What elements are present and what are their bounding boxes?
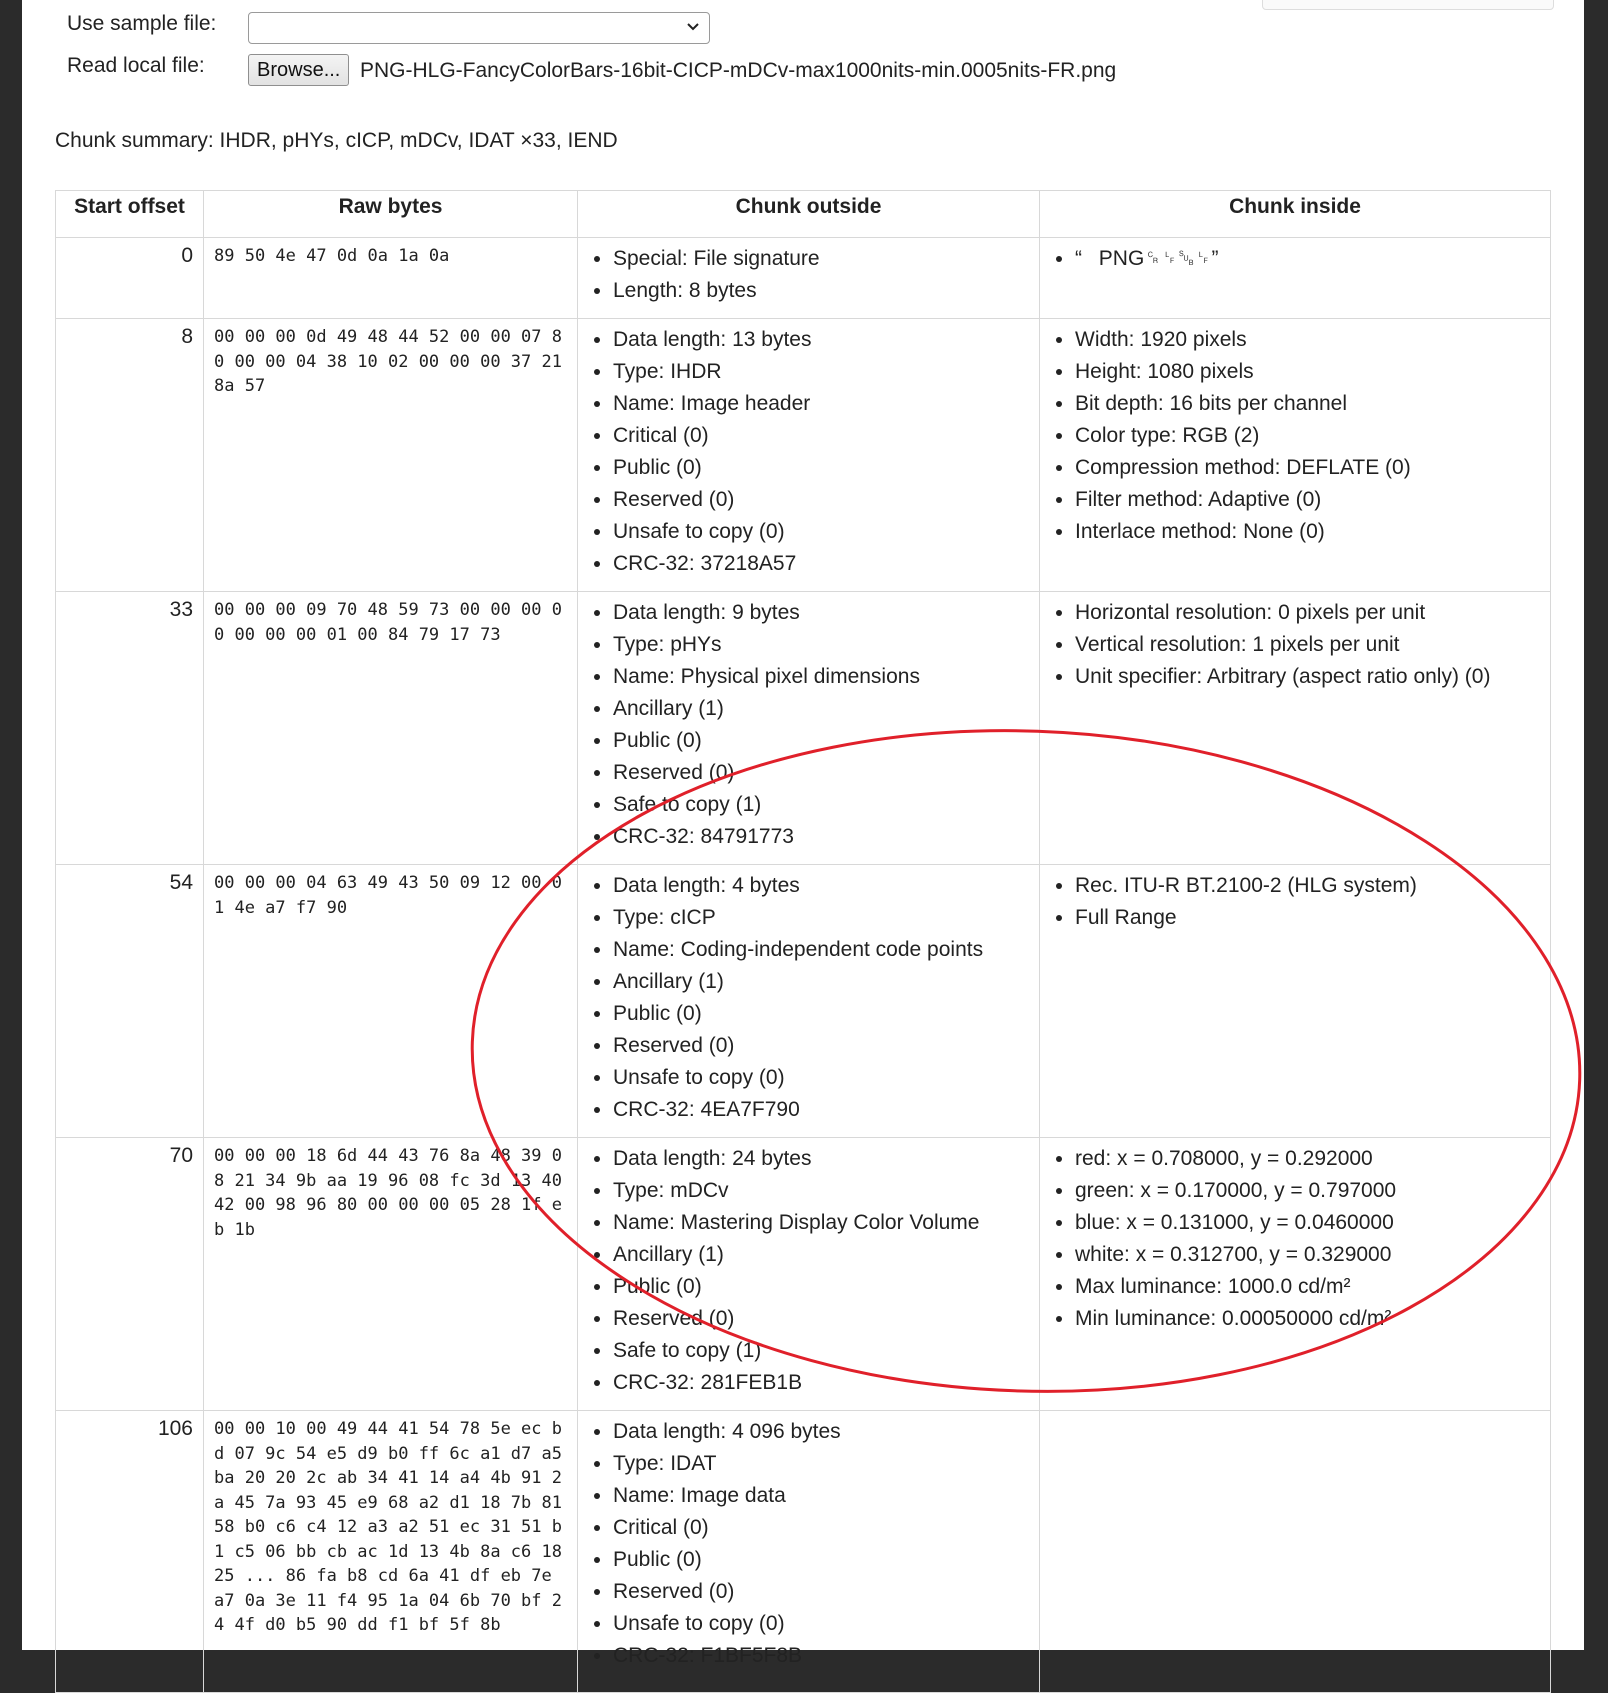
list-item: • Ancillary (1) (613, 693, 1038, 725)
chunk-outside-list (579, 320, 1038, 590)
list-item: • white: x = 0.312700, y = 0.329000 (1075, 1239, 1549, 1271)
chunk-outside-cell (578, 1411, 1040, 1693)
list-item: • Name: Coding-independent code points (613, 934, 1038, 966)
chunk-outside-cell (578, 865, 1040, 1138)
list-item: • Height: 1080 pixels (1075, 356, 1549, 388)
list-item: • CRC-32: 4EA7F790 (613, 1094, 1038, 1126)
start-offset-cell: 54 (56, 865, 204, 1138)
list-item: • Full Range (1075, 902, 1549, 934)
list-item: • “PNG␍␊␚␊” (1075, 243, 1549, 275)
list-item: • Type: mDCv (613, 1175, 1038, 1207)
chunk-outside-list (579, 866, 1038, 1136)
list-item: • Ancillary (1) (613, 1239, 1038, 1271)
chevron-down-icon (685, 18, 701, 34)
sample-file-label: Use sample file: (67, 12, 217, 35)
table-row (56, 1411, 1551, 1693)
list-item: • Reserved (0) (613, 1030, 1038, 1062)
list-item: • Reserved (0) (613, 757, 1038, 789)
list-item: • Filter method: Adaptive (0) (1075, 484, 1549, 516)
list-item: • red: x = 0.708000, y = 0.292000 (1075, 1143, 1549, 1175)
list-item: • Data length: 24 bytes (613, 1143, 1038, 1175)
raw-bytes-cell: 00 00 00 04 63 49 43 50 09 12 00 01 4e a7 f7 90 (204, 865, 578, 1138)
list-item: • Data length: 4 096 bytes (613, 1416, 1038, 1448)
header-row (56, 191, 1551, 238)
list-item: • Public (0) (613, 452, 1038, 484)
list-item: • Unit specifier: Arbitrary (aspect ratio only) (0) (1075, 661, 1549, 693)
chunk-outside-cell (578, 238, 1040, 319)
list-item: • CRC-32: 37218A57 (613, 548, 1038, 580)
raw-bytes-cell: 00 00 00 0d 49 48 44 52 00 00 07 80 00 00 04 38 10 02 00 00 00 37 21 8a 57 (204, 319, 578, 592)
list-item: • Public (0) (613, 725, 1038, 757)
chunk-inside-cell (1040, 1411, 1551, 1693)
list-item: • blue: x = 0.131000, y = 0.0460000 (1075, 1207, 1549, 1239)
list-item: • Name: Image data (613, 1480, 1038, 1512)
header-chunk-outside: Chunk outside (578, 191, 1040, 238)
list-item: • Safe to copy (1) (613, 1335, 1038, 1367)
list-item: • Name: Physical pixel dimensions (613, 661, 1038, 693)
raw-bytes-cell: 00 00 00 18 6d 44 43 76 8a 48 39 08 21 34 9b aa 19 96 08 fc 3d 13 40 42 00 98 96 80 00 00 00 05 28 1f eb 1b (204, 1138, 578, 1411)
header-raw-bytes: Raw bytes (204, 191, 578, 238)
list-item: • Ancillary (1) (613, 966, 1038, 998)
start-offset-cell: 70 (56, 1138, 204, 1411)
list-item: • Type: IDAT (613, 1448, 1038, 1480)
chunk-outside-list (579, 1139, 1038, 1409)
chunk-inside-cell (1040, 1138, 1551, 1411)
start-offset-cell: 33 (56, 592, 204, 865)
list-item: • Interlace method: None (0) (1075, 516, 1549, 548)
list-item: • Type: cICP (613, 902, 1038, 934)
browse-button[interactable]: Browse... (248, 54, 349, 86)
raw-bytes-cell: 00 00 10 00 49 44 41 54 78 5e ec bd 07 9c 54 e5 d9 b0 ff 6c a1 d7 a5 ba 20 20 2c ab 34 41 14 a4 4b 91 2a 45 7a 93 45 e9 68 a2 d1 18 7b 81 58 b0 c6 c4 12 a3 a2 51 ec 31 51 b1 c5 06 bb cb ac 1d 13 4b 8a c6 18 25 ... 86 fa b8 cd 6a 41 df eb 7e a7 0a 3e 11 f4 95 1a 04 6b 70 bf 24 4f d0 b5 90 dd f1 bf 5f 8b (204, 1411, 578, 1693)
chunk-outside-list (579, 593, 1038, 863)
list-item: • Public (0) (613, 998, 1038, 1030)
list-item: • Public (0) (613, 1544, 1038, 1576)
list-item: • Critical (0) (613, 1512, 1038, 1544)
chunk-inside-cell (1040, 865, 1551, 1138)
list-item: • Data length: 4 bytes (613, 870, 1038, 902)
chunk-table (55, 190, 1551, 1693)
list-item: • CRC-32: F1BF5F8B (613, 1640, 1038, 1672)
list-item: • Color type: RGB (2) (1075, 420, 1549, 452)
list-item: • CRC-32: 84791773 (613, 821, 1038, 853)
chunk-inside-list (1041, 866, 1549, 944)
list-item: • Length: 8 bytes (613, 275, 1038, 307)
list-item: • Horizontal resolution: 0 pixels per unit (1075, 597, 1549, 629)
chunk-inside-cell (1040, 592, 1551, 865)
header-start-offset: Start offset (56, 191, 204, 238)
table-row (56, 865, 1551, 1138)
list-item: • Min luminance: 0.00050000 cd/m² (1075, 1303, 1549, 1335)
table-row (56, 1138, 1551, 1411)
raw-bytes-cell: 00 00 00 09 70 48 59 73 00 00 00 00 00 00 00 01 00 84 79 17 73 (204, 592, 578, 865)
header-chunk-inside: Chunk inside (1040, 191, 1551, 238)
list-item: • Data length: 13 bytes (613, 324, 1038, 356)
selected-file-name: PNG-HLG-FancyColorBars-16bit-CICP-mDCv-max1000nits-min.0005nits-FR.png (360, 59, 1117, 82)
sample-file-select[interactable] (248, 12, 710, 44)
chunk-outside-cell (578, 319, 1040, 592)
list-item: • Vertical resolution: 1 pixels per unit (1075, 629, 1549, 661)
list-item: • Bit depth: 16 bits per channel (1075, 388, 1549, 420)
top-panel-edge (1262, 0, 1554, 10)
list-item: • Safe to copy (1) (613, 789, 1038, 821)
chunk-outside-list (579, 1412, 1038, 1682)
chunk-outside-list (579, 239, 1038, 317)
table-row (56, 592, 1551, 865)
list-item: • Reserved (0) (613, 1576, 1038, 1608)
chunk-outside-cell (578, 592, 1040, 865)
list-item: • Type: pHYs (613, 629, 1038, 661)
start-offset-cell: 106 (56, 1411, 204, 1693)
list-item: • Special: File signature (613, 243, 1038, 275)
list-item: • Unsafe to copy (0) (613, 1062, 1038, 1094)
table-row (56, 319, 1551, 592)
chunk-inside-list (1041, 593, 1549, 703)
list-item: • Name: Mastering Display Color Volume (613, 1207, 1038, 1239)
chunk-summary: Chunk summary: IHDR, pHYs, cICP, mDCv, IDAT ×33, IEND (55, 129, 618, 152)
list-item: • Type: IHDR (613, 356, 1038, 388)
list-item: • Rec. ITU-R BT.2100-2 (HLG system) (1075, 870, 1549, 902)
chunk-inside-cell (1040, 238, 1551, 319)
chunk-inside-list (1041, 1139, 1549, 1345)
chunk-inside-list (1041, 239, 1549, 285)
list-item: • Name: Image header (613, 388, 1038, 420)
chunk-outside-cell (578, 1138, 1040, 1411)
raw-bytes-cell: 89 50 4e 47 0d 0a 1a 0a (204, 238, 578, 319)
page (22, 0, 1584, 1667)
chunk-inside-cell (1040, 319, 1551, 592)
list-item: • Unsafe to copy (0) (613, 1608, 1038, 1640)
list-item: • Data length: 9 bytes (613, 597, 1038, 629)
start-offset-cell: 8 (56, 319, 204, 592)
chunk-inside-list (1041, 320, 1549, 558)
list-item: • green: x = 0.170000, y = 0.797000 (1075, 1175, 1549, 1207)
start-offset-cell: 0 (56, 238, 204, 319)
list-item: • Width: 1920 pixels (1075, 324, 1549, 356)
list-item: • Public (0) (613, 1271, 1038, 1303)
list-item: • Compression method: DEFLATE (0) (1075, 452, 1549, 484)
list-item: • Unsafe to copy (0) (613, 516, 1038, 548)
list-item: • Reserved (0) (613, 1303, 1038, 1335)
local-file-label: Read local file: (67, 54, 205, 77)
list-item: • Reserved (0) (613, 484, 1038, 516)
table-row (56, 238, 1551, 319)
list-item: • Max luminance: 1000.0 cd/m² (1075, 1271, 1549, 1303)
list-item: • CRC-32: 281FEB1B (613, 1367, 1038, 1399)
list-item: • Critical (0) (613, 420, 1038, 452)
